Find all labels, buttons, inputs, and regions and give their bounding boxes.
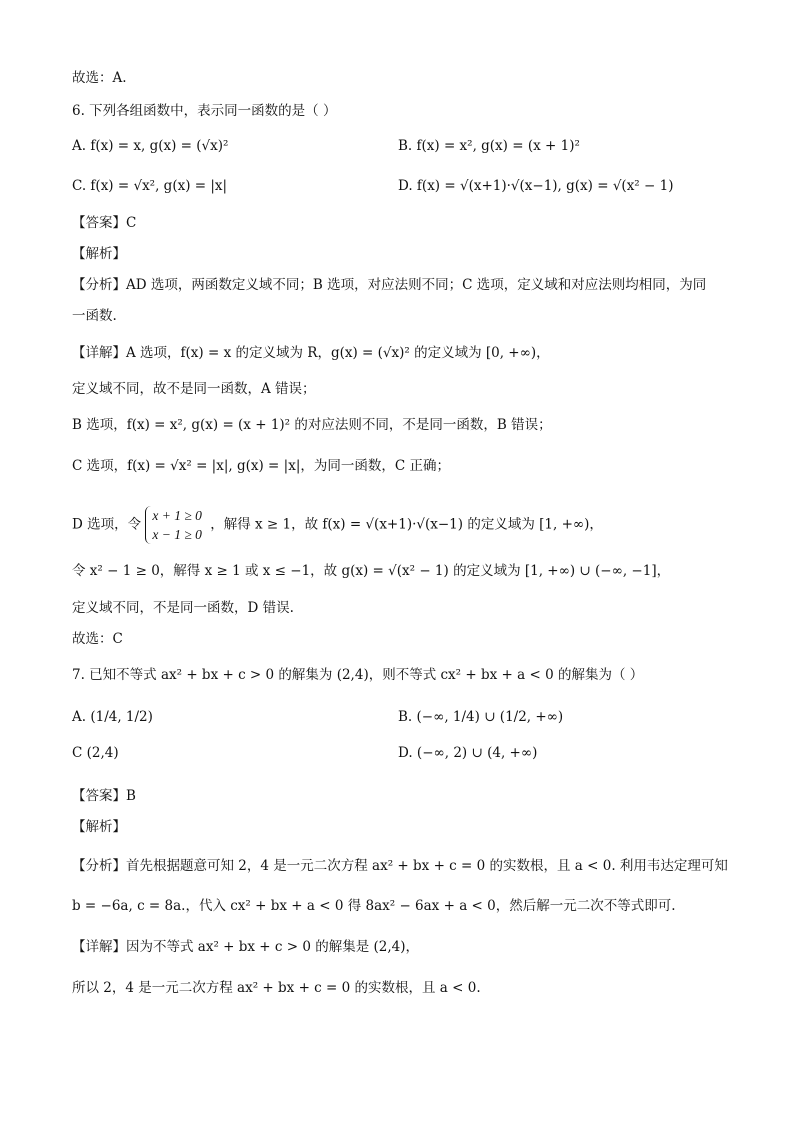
text-line: b = −6a, c = 8a.，代入 cx² + bx + a < 0 得 8ax² − 6ax + a < 0，然后解一元二次不等式即可. [72, 898, 676, 914]
option-d: D. (−∞, 2) ∪ (4, +∞) [398, 745, 538, 761]
text-line: B 选项，f(x) = x², g(x) = (x + 1)² 的对应法则不同，不是同一函数，B 错误； [72, 417, 552, 433]
equation-system [145, 506, 202, 544]
text-line: 【详解】因为不等式 ax² + bx + c > 0 的解集是 (2,4)， [72, 939, 420, 955]
text-line: 【分析】首先根据题意可知 2，4 是一元二次方程 ax² + bx + c = 0 的实数根，且 a < 0. 利用韦达定理可知 [72, 858, 728, 874]
text-line: 一函数. [72, 308, 117, 324]
answer-label: 【答案】B [72, 788, 136, 804]
option-c: C (2,4) [72, 745, 119, 761]
system-row: x − 1 ≥ 0 [152, 527, 202, 542]
question-6-stem: 6. 下列各组函数中，表示同一函数的是（ ） [72, 103, 337, 119]
text-line: 定义域不同，不是同一函数，D 错误. [72, 600, 294, 616]
text-fragment: D 选项，令 [72, 516, 142, 533]
text-line: 【详解】A 选项，f(x) = x 的定义域为 R，g(x) = (√x)² 的定义域为 [0, +∞)， [72, 345, 550, 361]
system-row: x + 1 ≥ 0 [152, 508, 202, 523]
option-a: A. (1/4, 1/2) [72, 709, 153, 725]
text-line: 令 x² − 1 ≥ 0，解得 x ≥ 1 或 x ≤ −1，故 g(x) = √(x² − 1) 的定义域为 [1, +∞) ∪ (−∞, −1]， [72, 563, 671, 579]
answer-label: 【答案】C [72, 215, 137, 231]
text-line: 【分析】AD 选项，两函数定义域不同；B 选项，对应法则不同；C 选项，定义域和对应法则均相同，为同 [72, 277, 707, 293]
text-line: 所以 2，4 是一元二次方程 ax² + bx + c = 0 的实数根，且 a < 0. [72, 980, 481, 996]
option-d: D. f(x) = √(x+1)·√(x−1), g(x) = √(x² − 1) [398, 178, 674, 194]
analysis-label: 【解析】 [72, 819, 126, 835]
analysis-label: 【解析】 [72, 246, 126, 262]
question-7-stem: 7. 已知不等式 ax² + bx + c > 0 的解集为 (2,4)，则不等式 cx² + bx + a < 0 的解集为（ ） [72, 667, 644, 683]
text-line: 故选：A. [72, 70, 127, 86]
option-b: B. f(x) = x², g(x) = (x + 1)² [398, 138, 580, 154]
text-line: 定义域不同，故不是同一函数，A 错误； [72, 381, 316, 397]
option-b: B. (−∞, 1/4) ∪ (1/2, +∞) [398, 709, 564, 725]
text-fragment: ，解得 x ≥ 1，故 f(x) = √(x+1)·√(x−1) 的定义域为 [1, +∞)， [210, 516, 603, 533]
option-c: C. f(x) = √x², g(x) = |x| [72, 178, 228, 194]
text-line: C 选项，f(x) = √x² = |x|, g(x) = |x|，为同一函数，C 正确； [72, 458, 450, 474]
text-line [72, 506, 603, 544]
option-a: A. f(x) = x, g(x) = (√x)² [72, 138, 229, 154]
text-line: 故选：C [72, 631, 123, 647]
